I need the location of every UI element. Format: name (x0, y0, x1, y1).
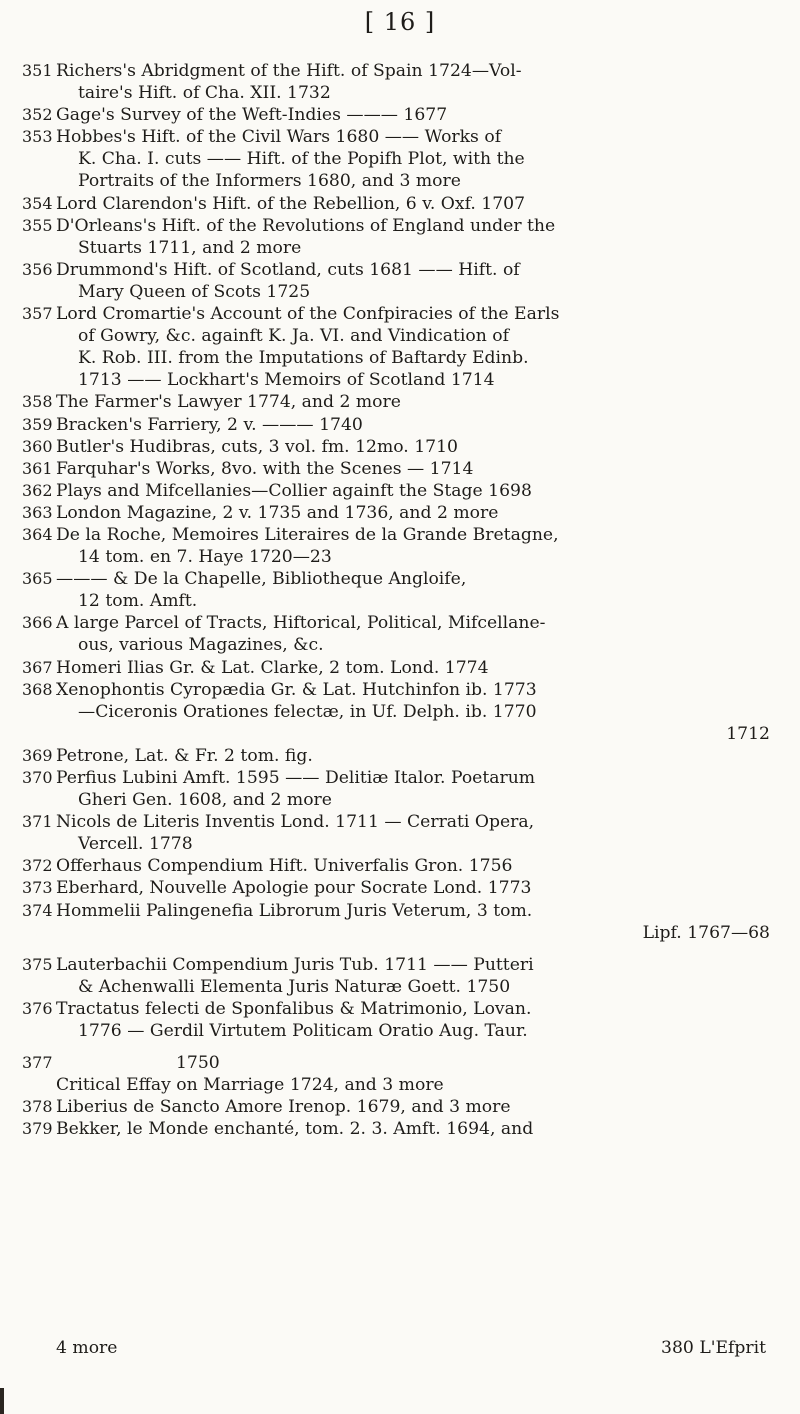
entry-line: 14 tom. en 7. Haye 1720—23 (78, 547, 332, 568)
entry-line: Richers's Abridgment of the Hift. of Spain 1724—Vol- (56, 61, 522, 81)
entry-line: ous, various Magazines, &c. (78, 635, 324, 656)
entry-line: 1713 —— Lockhart's Memoirs of Scotland 1714 (78, 370, 495, 391)
entry-line: Portraits of the Informers 1680, and 3 more (78, 171, 461, 192)
entry-line: 1776 — Gerdil Virtutem Politicam Oratio Aug. Taur. (78, 1021, 528, 1042)
catalog-entry (22, 193, 770, 215)
entry-line: 1750 (176, 1053, 220, 1074)
entry-number: 369 (22, 745, 53, 765)
entry-line: K. Rob. III. from the Imputations of Baftardy Edinb. (78, 348, 529, 369)
entry-line: Critical Effay on Marriage 1724, and 3 more (56, 1075, 444, 1096)
catalog-entry (22, 458, 770, 480)
catalog-entry (22, 900, 770, 944)
entry-number: 378 (22, 1097, 53, 1117)
entry-line: Lord Cromartie's Account of the Confpiracies of the Earls (56, 304, 560, 325)
entry-line: Gheri Gen. 1608, and 2 more (78, 790, 332, 811)
catalog-entry (22, 679, 770, 745)
entry-number: 355 (22, 215, 53, 235)
catalog-entry (22, 126, 770, 192)
catalog-entry (22, 259, 770, 303)
entry-number: 374 (22, 900, 53, 920)
entry-line: Mary Queen of Scots 1725 (78, 281, 311, 302)
catalog-entry (22, 502, 770, 524)
entry-line: & Achenwalli Elementa Juris Naturæ Goett. 1750 (78, 976, 511, 997)
entry-line: of Gowry, &c. againft K. Ja. VI. and Vindication of (78, 326, 509, 347)
catalog-entry (22, 60, 770, 104)
entry-line: K. Cha. I. cuts —— Hift. of the Popifh Plot, with the (78, 149, 525, 170)
entry-number: 368 (22, 679, 53, 699)
entry-number: 370 (22, 768, 53, 787)
catalog-entry (22, 767, 770, 811)
catalog-entry (22, 303, 770, 391)
page-number: [ 16 ] (364, 8, 436, 36)
entry-number: 377 (22, 1053, 53, 1073)
entry-number: 359 (22, 414, 53, 434)
entry-number: 376 (22, 998, 53, 1018)
entry-number: 363 (22, 502, 53, 522)
entry-number: 367 (22, 657, 53, 677)
entry-number: 351 (22, 61, 53, 80)
entry-line: Hobbes's Hift. of the Civil Wars 1680 —— Works of (56, 127, 502, 148)
entry-number: 353 (22, 127, 53, 147)
entry-line: Bekker, le Monde enchanté, tom. 2. 3. Amft. 1694, and (56, 1119, 534, 1140)
entry-line: Lord Clarendon's Hift. of the Rebellion, 6 v. Oxf. 1707 (56, 193, 526, 214)
entry-line: The Farmer's Lawyer 1774, and 2 more (56, 392, 401, 413)
entry-number: 375 (22, 954, 53, 974)
entry-number: 365 (22, 569, 53, 589)
catalog-entry (22, 1118, 770, 1140)
entry-line: D'Orleans's Hift. of the Revolutions of England under the (56, 215, 556, 236)
catalog-entry (22, 855, 770, 877)
entry-line: Nicols de Literis Inventis Lond. 1711 — Cerrati Opera, (56, 812, 535, 833)
entry-number: 371 (22, 812, 53, 832)
catalog-entry (22, 414, 770, 436)
entry-line: 1712 (726, 723, 770, 744)
catalog-entry (22, 811, 770, 855)
catalog-entry (22, 391, 770, 413)
catalog-entry (22, 612, 770, 656)
catalog-list (22, 60, 770, 1141)
entry-number: 354 (22, 193, 53, 213)
catalog-entry (22, 1052, 770, 1096)
catalog-entry (22, 524, 770, 568)
entry-line: Stuarts 1711, and 2 more (78, 237, 302, 258)
entry-line: Lipf. 1767—68 (642, 922, 770, 943)
catalog-entry (22, 215, 770, 259)
entry-line: London Magazine, 2 v. 1735 and 1736, and 2 more (56, 502, 499, 523)
entry-line: Drummond's Hift. of Scotland, cuts 1681 —— Hift. of (56, 259, 520, 280)
entry-line: Lauterbachii Compendium Juris Tub. 1711 —— Putteri (56, 954, 534, 975)
entry-number: 362 (22, 480, 53, 500)
catalog-entry (22, 436, 770, 458)
entry-number: 358 (22, 392, 53, 412)
entry-line: De la Roche, Memoires Literaires de la Grande Bretagne, (56, 524, 559, 545)
catalog-entry (22, 877, 770, 899)
entry-number: 352 (22, 105, 53, 125)
catalog-entry (22, 1096, 770, 1118)
entry-line: Petrone, Lat. & Fr. 2 tom. fig. (56, 745, 313, 766)
entry-number: 361 (22, 458, 53, 478)
catalog-entry (22, 104, 770, 126)
entry-number: 366 (22, 613, 53, 633)
entry-line: A large Parcel of Tracts, Hiftorical, Political, Mifcellane- (56, 613, 546, 634)
entry-line: Bracken's Farriery, 2 v. ——— 1740 (56, 414, 363, 435)
catalog-entry (22, 954, 770, 998)
entry-line: Perfius Lubini Amft. 1595 —— Delitiæ Italor. Poetarum (56, 768, 536, 788)
entry-line: 12 tom. Amft. (78, 591, 198, 612)
entry-line: Vercell. 1778 (78, 834, 193, 855)
entry-line: Farquhar's Works, 8vo. with the Scenes — 1714 (56, 458, 474, 479)
entry-line: Liberius de Sancto Amore Irenop. 1679, and 3 more (56, 1097, 511, 1118)
entry-line: Eberhard, Nouvelle Apologie pour Socrate Lond. 1773 (56, 878, 532, 899)
entry-line: Butler's Hudibras, cuts, 3 vol. fm. 12mo. 1710 (56, 436, 458, 457)
entry-number: 373 (22, 878, 53, 898)
catalog-entry (22, 998, 770, 1042)
catalog-entry (22, 745, 770, 767)
catalog-entry (22, 657, 770, 679)
catchword: 380 L'Efprit (661, 1338, 766, 1358)
entry-line: —Ciceronis Orationes felectæ, in Uf. Delph. ib. 1770 (78, 701, 537, 722)
entry-line: Offerhaus Compendium Hift. Univerfalis Gron. 1756 (56, 856, 513, 877)
entry-number: 357 (22, 304, 53, 324)
entry-line: taire's Hift. of Cha. XII. 1732 (78, 83, 331, 104)
entry-line: ——— & De la Chapelle, Bibliotheque Angloife, (56, 569, 467, 590)
entry-number: 379 (22, 1119, 53, 1139)
entry-line: Plays and Mifcellanies—Collier againft the Stage 1698 (56, 480, 532, 501)
entry-line: Xenophontis Cyropædia Gr. & Lat. Hutchinfon ib. 1773 (56, 679, 537, 700)
entry-line: Tractatus felecti de Sponfalibus & Matrimonio, Lovan. (56, 998, 532, 1019)
catalog-entry (22, 568, 770, 612)
page-edge-mark (0, 1388, 4, 1414)
entry-number: 372 (22, 856, 53, 876)
entry-line: Homeri Ilias Gr. & Lat. Clarke, 2 tom. Lond. 1774 (56, 657, 489, 678)
entry-line: Hommelii Palingenefia Librorum Juris Veterum, 3 tom. (56, 900, 533, 921)
entry-number: 356 (22, 259, 53, 279)
footer-left: 4 more (56, 1338, 118, 1358)
entry-number: 360 (22, 436, 53, 456)
entry-line: Gage's Survey of the Weft-Indies ——— 1677 (56, 105, 448, 126)
catalog-entry (22, 480, 770, 502)
entry-number: 364 (22, 524, 53, 544)
